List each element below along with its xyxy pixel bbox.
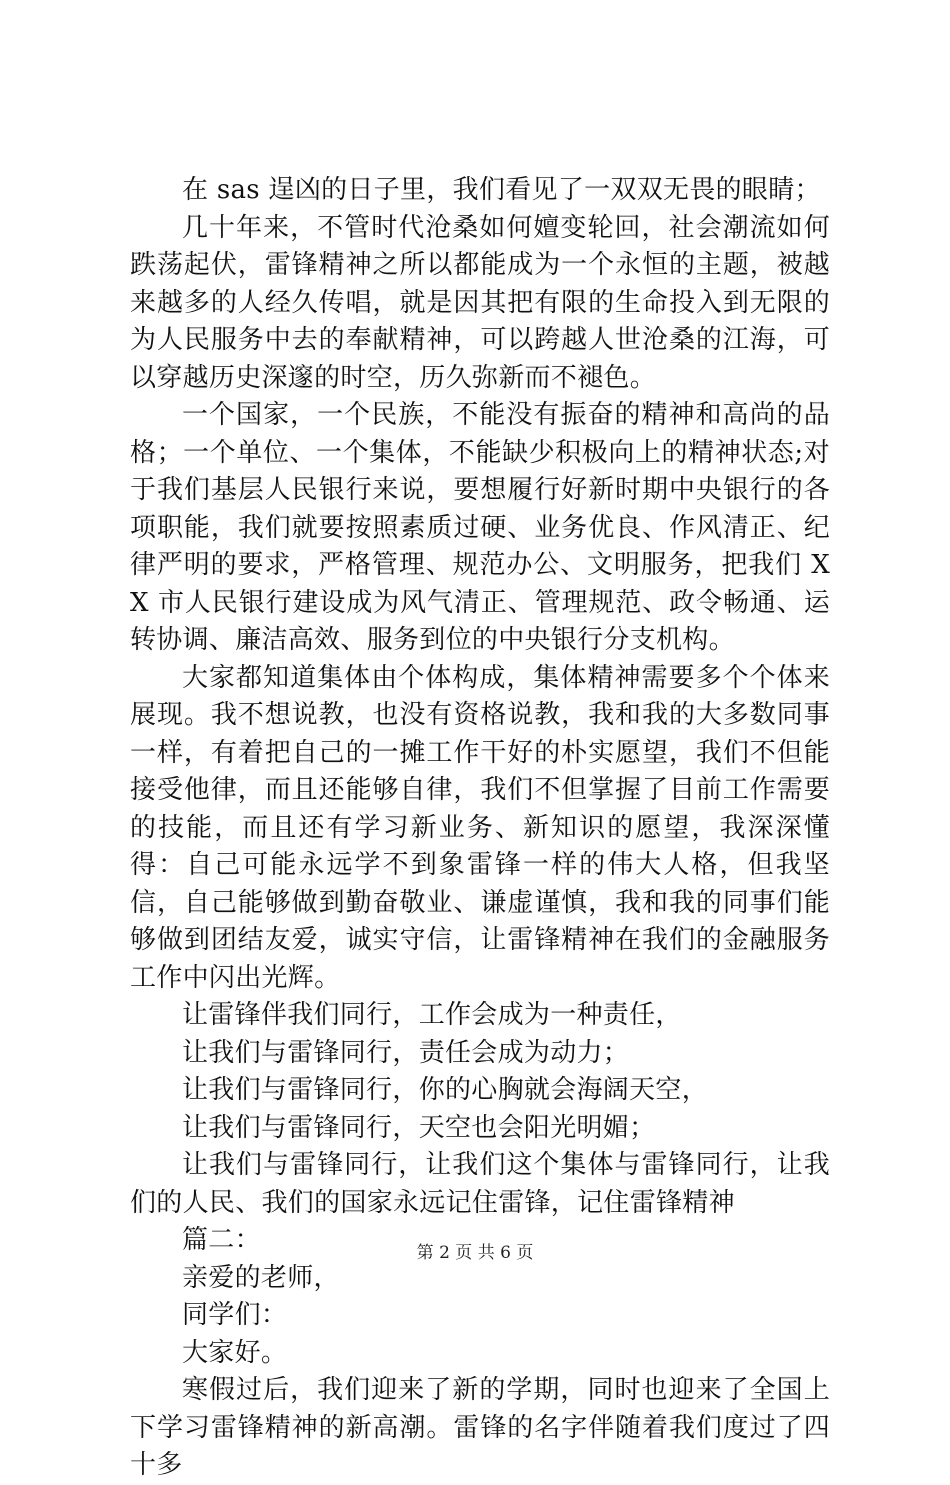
- paragraph: 在 sas 逞凶的日子里，我们看见了一双双无畏的眼睛；: [182, 175, 821, 205]
- page-footer: 第 2 页 共 6 页: [416, 1243, 534, 1263]
- section-heading: 篇二：: [182, 1225, 261, 1255]
- paragraph: 让我们与雷锋同行，责任会成为动力；: [182, 1037, 630, 1068]
- paragraph: 让我们与雷锋同行，你的心胸就会海阔天空，: [182, 1075, 709, 1105]
- paragraph: 让雷锋伴我们同行，工作会成为一种责任，: [182, 1000, 682, 1030]
- greeting-line: 大家好。: [182, 1337, 288, 1368]
- paragraph: 几十年来，不管时代沧桑如何嬗变轮回，社会潮流如何跌荡起伏，雷锋精神之所以都能成为一个永恒的主题，被越来越多的人经久传唱，就是因其把有限的生命投入到无限的为人民服务中去的奉献精神，可以跨越人世沧桑的江海，可以穿越历史深邃的时空，历久弥新而不褪色。: [130, 212, 830, 393]
- paragraph: 大家都知道集体由个体构成，集体精神需要多个个体来展现。我不想说教，也没有资格说教，我和我的大多数同事一样，有着把自己的一摊工作干好的朴实愿望，我们不但能接受他律，而且还能够自律，我们不但掌握了目前工作需要的技能，而且还有学习新业务、新知识的愿望，我深深懂得：自己可能永远学不到象雷锋一样的伟大人格，但我坚信，自己能够做到勤奋敬业、谦虚谨慎，我和我的同事们能够做到团结友爱，诚实守信，让雷锋精神在我们的金融服务工作中闪出光辉。: [130, 662, 830, 993]
- salutation-line: 同学们：: [182, 1300, 288, 1330]
- paragraph: 寒假过后，我们迎来了新的学期，同时也迎来了全国上下学习雷锋精神的新高潮。雷锋的名字伴随着我们度过了四十多: [130, 1375, 830, 1480]
- paragraph: 让我们与雷锋同行，让我们这个集体与雷锋同行，让我们的人民、我们的国家永远记住雷锋，记住雷锋精神: [130, 1150, 830, 1218]
- paragraph: 一个国家，一个民族，不能没有振奋的精神和高尚的品格；一个单位、一个集体，不能缺少积极向上的精神状态;对于我们基层人民银行来说，要想履行好新时期中央银行的各项职能，我们就要按照素质过硬、业务优良、作风清正、纪律严明的要求，严格管理、规范办公、文明服务，把我们 XX 市人民银行建设成为风气清正、管理规范、政令畅通、运转协调、廉洁高效、服务到位的中央银行分支机构。: [130, 400, 830, 655]
- document-body: [130, 172, 830, 1485]
- paragraph: 让我们与雷锋同行，天空也会阳光明媚；: [182, 1112, 656, 1143]
- salutation-line: 亲爱的老师，: [182, 1262, 340, 1293]
